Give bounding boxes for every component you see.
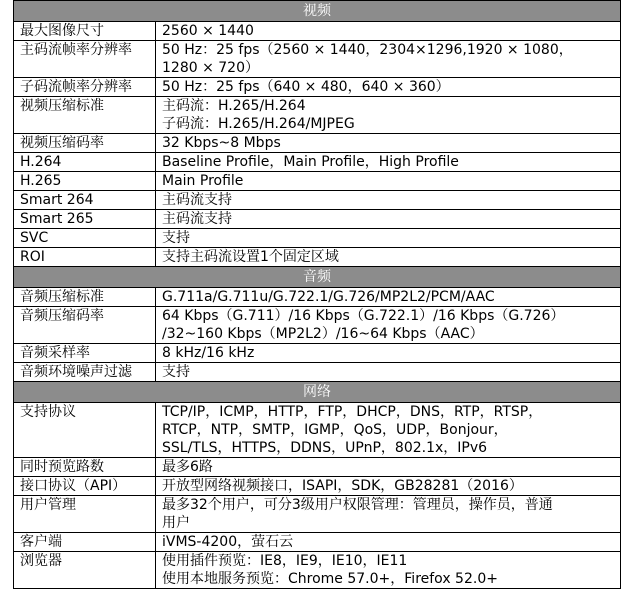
table-row [14,496,621,533]
table-row [14,307,621,344]
spec-label: H.265 [14,172,156,191]
spec-value: 开放型网络视频接口，ISAPI，SDK，GB28281（2016） [156,477,621,496]
table-row [14,134,621,153]
spec-label: Smart 265 [14,210,156,229]
spec-label: 接口协议（API） [14,477,156,496]
spec-label: H.264 [14,153,156,172]
table-row [14,210,621,229]
spec-label: 音频压缩码率 [14,307,156,344]
spec-label: 音频采样率 [14,344,156,363]
section-title: 音频 [14,267,621,288]
spec-value: 支持主码流设置1个固定区域 [156,248,621,267]
spec-value: 2560 × 1440 [156,22,621,41]
spec-label: Smart 264 [14,191,156,210]
spec-label: 用户管理 [14,496,156,533]
spec-value: Main Profile [156,172,621,191]
spec-label: 音频压缩标准 [14,288,156,307]
table-row [14,97,621,134]
spec-label: 支持协议 [14,403,156,458]
spec-value: G.711a/G.711u/G.722.1/G.726/MP2L2/PCM/AAC [156,288,621,307]
spec-label: 视频压缩码率 [14,134,156,153]
table-row [14,458,621,477]
spec-value: 64 Kbps（G.711）/16 Kbps（G.722.1）/16 Kbps（G.726） /32~160 Kbps（MP2L2）/16~64 Kbps（AAC） [156,307,621,344]
section-title: 视频 [14,1,621,22]
table-row [14,22,621,41]
table-row [14,248,621,267]
spec-value: 最多6路 [156,458,621,477]
spec-table [13,0,621,589]
table-row [14,41,621,78]
table-row [14,153,621,172]
table-row [14,191,621,210]
table-row [14,403,621,458]
section-header [14,267,621,288]
table-row [14,363,621,382]
spec-value: 主码流：H.265/H.264 子码流：H.265/H.264/MJPEG [156,97,621,134]
spec-label: 浏览器 [14,552,156,589]
spec-value: 支持 [156,229,621,248]
spec-value: 主码流支持 [156,191,621,210]
table-row [14,533,621,552]
table-row [14,552,621,589]
spec-label: 音频环境噪声过滤 [14,363,156,382]
spec-value: 8 kHz/16 kHz [156,344,621,363]
spec-label: SVC [14,229,156,248]
spec-value: 50 Hz：25 fps（640 × 480，640 × 360） [156,78,621,97]
table-row [14,344,621,363]
spec-value: 主码流支持 [156,210,621,229]
table-row [14,477,621,496]
spec-label: 客户端 [14,533,156,552]
spec-label: 同时预览路数 [14,458,156,477]
spec-label: 主码流帧率分辨率 [14,41,156,78]
spec-value: 50 Hz：25 fps（2560 × 1440，2304×1296,1920 × 1080， 1280 × 720） [156,41,621,78]
spec-value: 支持 [156,363,621,382]
spec-label: 最大图像尺寸 [14,22,156,41]
table-row [14,229,621,248]
table-row [14,172,621,191]
spec-value: 使用插件预览：IE8，IE9，IE10，IE11 使用本地服务预览：Chrome 57.0+，Firefox 52.0+ [156,552,621,589]
spec-value: 最多32个用户，可分3级用户权限管理：管理员，操作员，普通 用户 [156,496,621,533]
spec-label: 子码流帧率分辨率 [14,78,156,97]
spec-value: Baseline Profile，Main Profile，High Profile [156,153,621,172]
table-row [14,78,621,97]
section-title: 网络 [14,382,621,403]
spec-table-body [14,1,621,589]
spec-label: 视频压缩标准 [14,97,156,134]
section-header [14,1,621,22]
spec-value: 32 Kbps~8 Mbps [156,134,621,153]
spec-label: ROI [14,248,156,267]
table-row [14,288,621,307]
section-header [14,382,621,403]
spec-value: iVMS-4200，萤石云 [156,533,621,552]
spec-value: TCP/IP，ICMP，HTTP，FTP，DHCP，DNS，RTP，RTSP， RTCP，NTP，SMTP，IGMP，QoS，UDP，Bonjour， SSL/TLS，HTTPS，DDNS，UPnP，802.1x，IPv6 [156,403,621,458]
